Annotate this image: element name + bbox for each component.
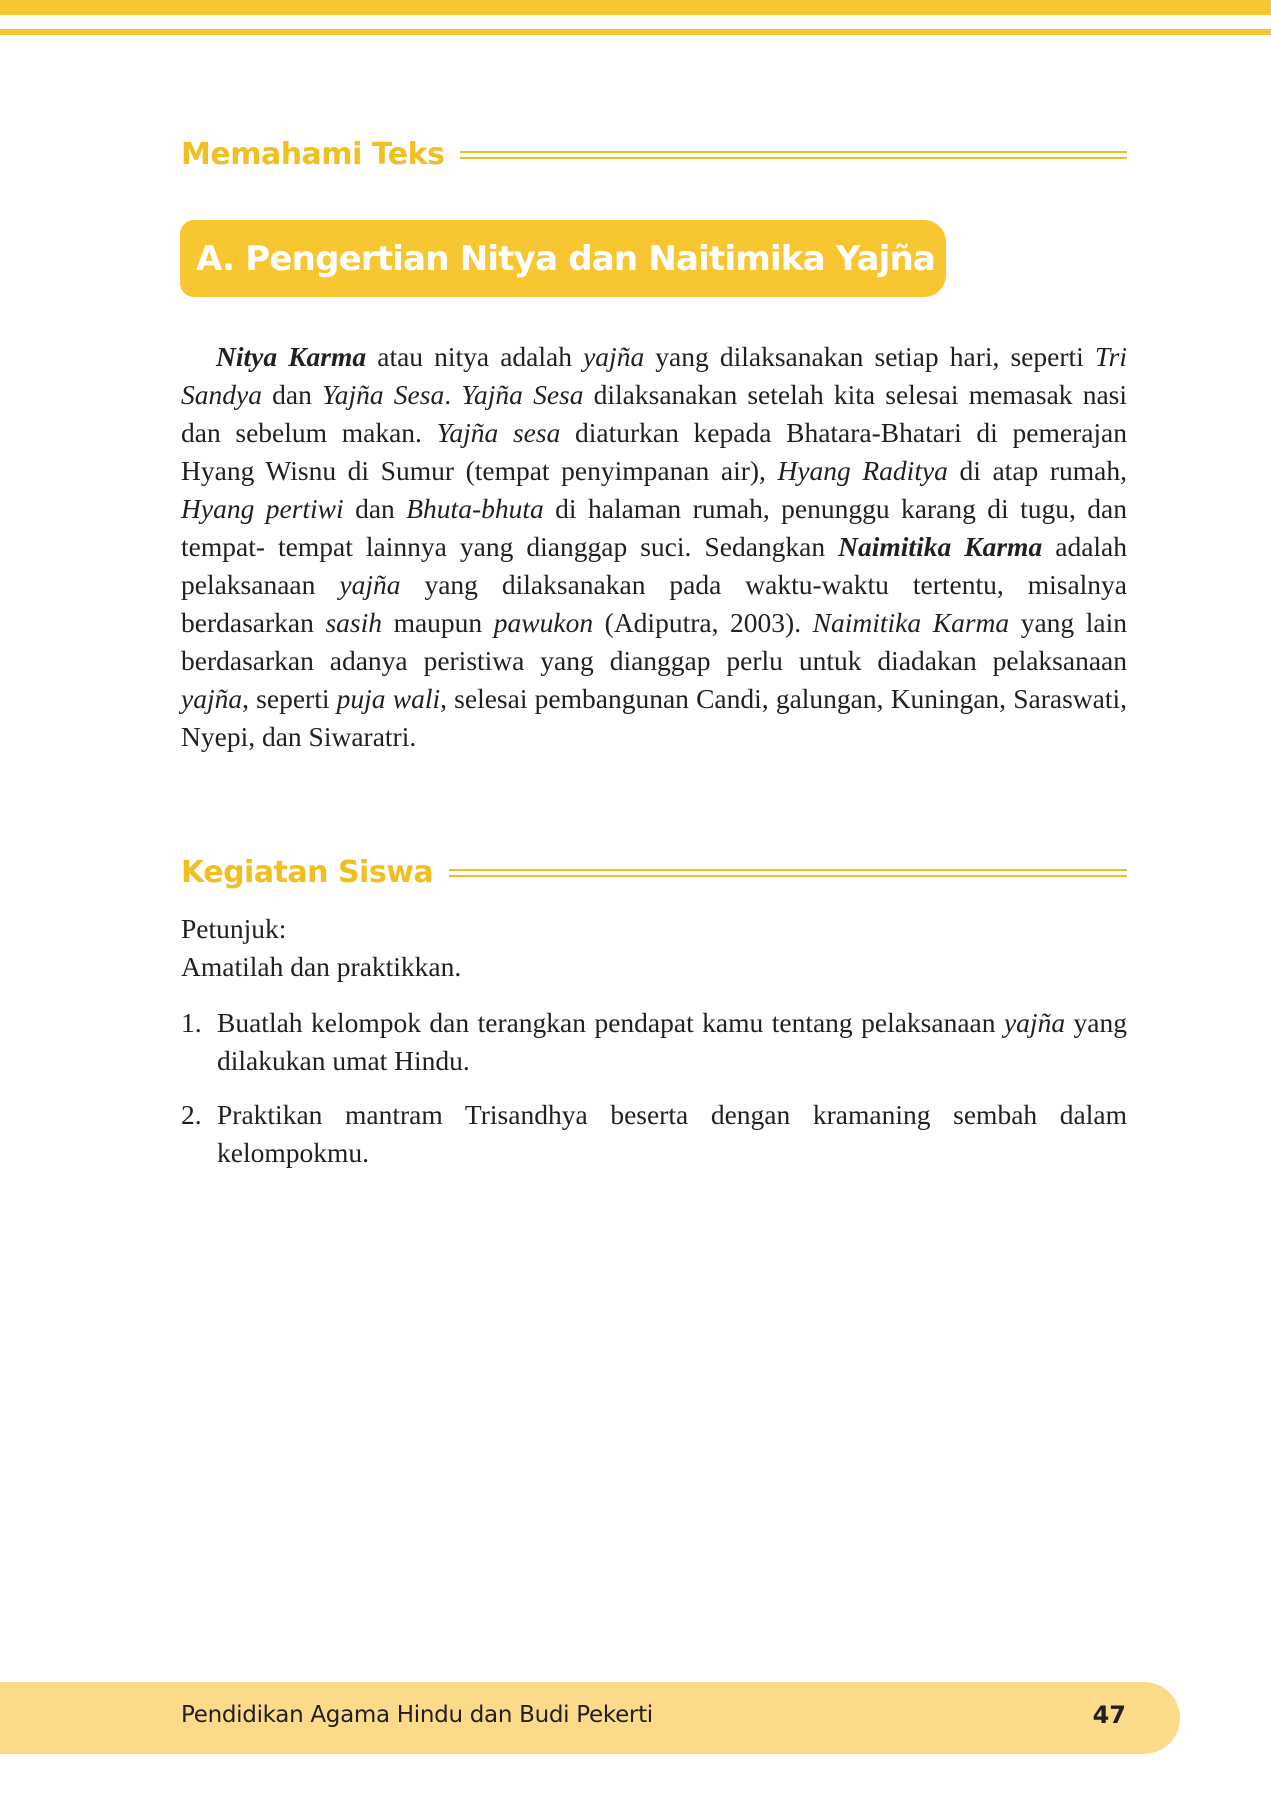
footer-book-title: Pendidikan Agama Hindu dan Budi Pekerti: [181, 1702, 653, 1728]
text-span: dilaksanakan setelah kita selesai memasak nasi dan sebelum makan.: [181, 379, 1127, 448]
term-pawukon: pawukon: [493, 607, 594, 638]
text-span: diaturkan kepada Bhatara-Bhatari di pemerajan Hyang Wisnu di Sumur (tempat penyimpanan air),: [181, 417, 1128, 486]
term-yajna: yajña: [1003, 1007, 1066, 1038]
term-yajna: yajña: [181, 683, 243, 714]
top-accent-line: [0, 29, 1271, 35]
task-item: [181, 1096, 1127, 1172]
text-span: maupun: [381, 607, 494, 638]
term-yajna: yajña: [583, 341, 645, 372]
term-yajna-sesa: Yajña Sesa: [321, 379, 445, 410]
task-text: yang dilakukan umat Hindu.: [217, 1007, 1127, 1076]
task-text: Praktikan mantram Trisandhya beserta dengan kramaning sembah dalam kelompokmu.: [217, 1099, 1127, 1168]
heading-rule: [449, 869, 1127, 877]
section-label: Kegiatan Siswa: [181, 855, 434, 890]
text-span: yang lain berdasarkan adanya peristiwa yang dianggap perlu untuk diadakan pelaksanaan: [181, 607, 1128, 676]
top-accent-bar: [0, 0, 1271, 15]
section-heading-kegiatan: [181, 855, 1127, 890]
task-list: [181, 1004, 1127, 1188]
task-number: 2.: [181, 1099, 202, 1130]
chapter-title: A. Pengertian Nitya dan Naitimika Yajña: [196, 238, 936, 279]
instruction-text: Amatilah dan praktikkan.: [181, 951, 462, 982]
task-item: [181, 1004, 1127, 1080]
instruction-heading: Petunjuk:: [181, 913, 287, 944]
text-span: di halaman rumah, penunggu karang di tugu, dan tempat- tempat lainnya yang dianggap suci. Sedangkan: [181, 493, 1127, 562]
text-span: , selesai pembangunan Candi, galungan, Kuningan, Saraswati, Nyepi, dan Siwaratri.: [181, 683, 1127, 752]
term-sasih: sasih: [325, 607, 382, 638]
text-span: dan: [343, 493, 407, 524]
text-span: , seperti: [242, 683, 337, 714]
text-span: dan: [261, 379, 322, 410]
heading-rule: [460, 151, 1127, 159]
task-text: Buatlah kelompok dan terangkan pendapat kamu tentang pelaksanaan: [217, 1007, 1004, 1038]
text-span: di atap rumah,: [947, 455, 1127, 486]
term-puja-wali: puja wali: [336, 683, 441, 714]
text-span: adalah pelaksanaan: [181, 531, 1128, 600]
section-heading-memahami: [181, 137, 1127, 172]
text-span: yang dilaksanakan pada waktu-waktu tertentu, misalnya berdasarkan: [181, 569, 1127, 638]
term-naimitika-karma: Naimitika Karma: [838, 531, 1043, 562]
term-hyang-pertiwi: Hyang pertiwi: [181, 493, 344, 524]
term-yajna: yajña: [339, 569, 401, 600]
text-span: yang dilaksanakan setiap hari, seperti: [644, 341, 1095, 372]
page-number: 47: [1092, 1701, 1126, 1729]
text-span: .: [444, 379, 462, 410]
term-yajna-sesa: Yajña Sesa: [461, 379, 584, 410]
term-bhuta-bhuta: Bhuta-bhuta: [406, 493, 544, 524]
task-number: 1.: [181, 1007, 202, 1038]
text-span: atau nitya adalah: [366, 341, 584, 372]
term-naimitika-karma: Naimitika Karma: [812, 607, 1010, 638]
term-yajna-sesa: Yajña sesa: [436, 417, 561, 448]
chapter-title-banner: [180, 220, 946, 297]
section-label: Memahami Teks: [181, 137, 445, 172]
text-span: (Adiputra, 2003).: [593, 607, 813, 638]
term-nitya-karma: Nitya Karma: [216, 341, 367, 372]
term-tri-sandya: Tri Sandya: [181, 341, 1128, 410]
term-hyang-raditya: Hyang Raditya: [777, 455, 948, 486]
body-paragraph: [181, 338, 1127, 756]
